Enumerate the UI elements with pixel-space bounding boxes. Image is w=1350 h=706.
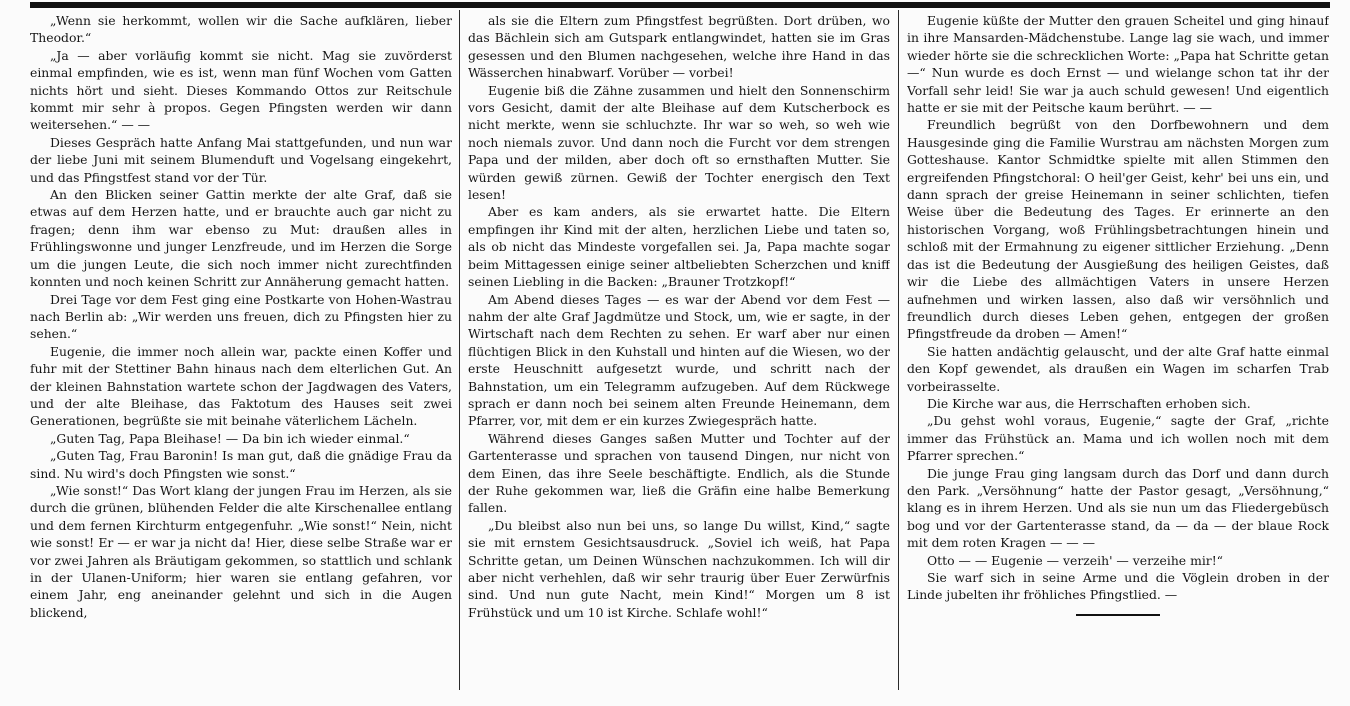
end-rule [1076,614,1160,616]
paragraph: Otto — — Eugenie — verzeih' — verzeihe mir!“ [927,552,1224,568]
text-column-3 [907,12,1329,700]
paragraph: Drei Tage vor dem Fest ging eine Postkarte von Hohen-Wastrau nach Berlin ab: „Wir werden uns freuen, dich zu Pfingsten hier zu sehen.“ [30,291,452,342]
text-column-2 [468,12,890,700]
paragraph: „Du bleibst also nun bei uns, so lange Du willst, Kind,“ sagte sie mit ernstem Gesichtsausdruck. „Soviel ich weiß, hat Papa Schritte getan, um Deinen Wünschen nachzukommen. Ich will dir aber nicht verhehlen, daß wir sehr traurig über Euer Zerwürfnis sind. Und nun gute Nacht, mein Kind!“ Morgen um 8 ist Frühstück und um 10 ist Kirche. Schlafe wohl!“ [468,517,890,620]
text-column-1 [30,12,452,700]
paragraph: „Wie sonst!“ Das Wort klang der jungen Frau im Herzen, als sie durch die grünen, blühenden Felder die alte Kirschenallee entlang und dem fernen Kirchturm entgegenfuhr. „Wie sonst!“ Nein, nicht wie sonst! Er — er war ja nicht da! Hier, diese selbe Straße war er vor zwei Jahren als Bräutigam gekommen, so stattlich und schlank in der Ulanen-Uniform; hier waren sie entlang gefahren, vor einem Jahr, eng aneinander gelehnt und sich in die Augen blickend, [30,482,452,620]
paragraph: Die junge Frau ging langsam durch das Dorf und dann durch den Park. „Versöhnung“ hatte der Pastor gesagt, „Versöhnung,“ klang es in ihrem Herzen. Und als sie nun um das Fliedergebüsch bog und vor der Gartenterasse stand, da — da — der blaue Rock mit dem roten Kragen — — — [907,465,1329,551]
paragraph: Freundlich begrüßt von den Dorfbewohnern und dem Hausgesinde ging die Familie Wurstrau am nächsten Morgen zum Gotteshause. Kantor Schmidtke spielte mit allen Stimmen den ergreifenden Pfingstchoral: O heil'ger Geist, kehr' bei uns ein, und dann sprach der greise Heinemann in seiner schlichten, tiefen Weise über die Bedeutung des Tages. Er erinnerte an den historischen Vorgang, woß Frühlingsbetrachtungen hinein und schloß mit der Ermahnung zu eigener sittlicher Erziehung. „Denn das ist die Bedeutung der Ausgießung des heiligen Geistes, daß wir die Liebe des allmächtigen Vaters in unsere Herzen aufnehmen und wirken lassen, also daß wir versöhnlich und freundlich durch dieses Leben gehen, entgegen der großen Pfingstfreude da droben — Amen!“ [907,117,1329,342]
column-divider [459,10,460,690]
paragraph: Sie hatten andächtig gelauscht, und der alte Graf hatte einmal den Kopf gewendet, als draußen ein Wagen im scharfen Trab vorbeirasselte. [907,343,1329,394]
paragraph: Sie warf sich in seine Arme und die Vöglein droben in der Linde jubelten ihr fröhliches Pfingstlied. — [907,570,1329,603]
paragraph: Aber es kam anders, als sie erwartet hatte. Die Eltern empfingen ihr Kind mit der alten, herzlichen Liebe und taten so, als ob nicht das Mindeste vorgefallen sei. Ja, Papa machte sogar beim Mittagessen einige seiner altbeliebten Scherzchen und kniff seinen Liebling in die Backen: „Brauner Trotzkopf!“ [468,204,890,290]
top-rule [30,2,1330,8]
paragraph: Während dieses Ganges saßen Mutter und Tochter auf der Gartenterasse und sprachen von tausend Dingen, nur nicht von dem Einen, das ihre Seele beschäftigte. Endlich, als die Stunde der Ruhe gekommen war, ließ die Gräfin eine halbe Bemerkung fallen. [468,430,890,516]
paragraph: „Ja — aber vorläufig kommt sie nicht. Mag sie zuvörderst einmal empfinden, wie es ist, wenn man fünf Wochen vom Gatten nichts hört und sieht. Dieses Kommando Ottos zur Reitschule kommt mir sehr à propos. Gegen Pfingsten werden wir dann weitersehen.“ — — [30,47,452,133]
paragraph: „Guten Tag, Papa Bleihase! — Da bin ich wieder einmal.“ [50,430,410,446]
paragraph: Die Kirche war aus, die Herrschaften erhoben sich. [927,395,1251,411]
paragraph: „Guten Tag, Frau Baronin! Is man gut, daß die gnädige Frau da sind. Nu wird's doch Pfingsten wie sonst.“ [30,448,452,481]
column-divider [898,10,899,690]
paragraph: „Wenn sie herkommt, wollen wir die Sache aufklären, lieber Theodor.“ [30,13,452,46]
paragraph: An den Blicken seiner Gattin merkte der alte Graf, daß sie etwas auf dem Herzen hatte, und er brauchte auch gar nicht zu fragen; denn ihm war ebenso zu Mut: draußen alles in Frühlingswonne und junger Lenzfreude, und im Herzen die Sorge um die jungen Leute, die sich noch immer nicht zurechtfinden konnten und noch keinen Schritt zur Annäherung gemacht hatten. [30,187,452,290]
paragraph: „Du gehst wohl voraus, Eugenie,“ sagte der Graf, „richte immer das Frühstück an. Mama und ich wollen noch mit dem Pfarrer sprechen.“ [907,413,1329,464]
paragraph: als sie die Eltern zum Pfingstfest begrüßten. Dort drüben, wo das Bächlein sich am Gutspark entlangwindet, hatten sie im Gras gesessen und den Blumen nachgesehen, welche ihre Hand in das Wässerchen hinabwarf. Vorüber — vorbei! [468,13,890,81]
paragraph: Eugenie küßte der Mutter den grauen Scheitel und ging hinauf in ihre Mansarden-Mädchenstube. Lange lag sie wach, und immer wieder hörte sie die schrecklichen Worte: „Papa hat Schritte getan —“ Nun wurde es doch Ernst — und wielange schon tat ihr der Vorfall sehr leid! Sie war ja auch schuld gewesen! Und eigentlich hatte er sie mit der Peitsche kaum berührt. — — [907,13,1329,116]
paragraph: Eugenie biß die Zähne zusammen und hielt den Sonnenschirm vors Gesicht, damit der alte Bleihase auf dem Kutscherbock es nicht merkte, wenn sie schluchzte. Ihr war so weh, so weh wie noch niemals zuvor. Und dann noch die Furcht vor dem strengen Papa und der milden, aber doch oft so ernsthaften Mutter. Sie würden gewiß zürnen. Gewiß der Tochter energisch den Text lesen! [468,82,890,203]
paragraph: Dieses Gespräch hatte Anfang Mai stattgefunden, und nun war der liebe Juni mit seinem Blumenduft und Vogelsang eingekehrt, und das Pfingstfest stand vor der Tür. [30,134,452,185]
paragraph: Am Abend dieses Tages — es war der Abend vor dem Fest — nahm der alte Graf Jagdmütze und Stock, um, wie er sagte, in der Wirtschaft nach dem Rechten zu sehen. Er warf aber nur einen flüchtigen Blick in den Kuhstall und hinten auf die Wiesen, wo der erste Heuschnitt aufgesetzt wurde, und schritt nach der Bahnstation, um ein Telegramm aufzugeben. Auf dem Rückwege sprach er dann noch bei seinem alten Freunde Heinemann, dem Pfarrer, vor, mit dem er ein kurzes Zwiegespräch hatte. [468,291,890,429]
paragraph: Eugenie, die immer noch allein war, packte einen Koffer und fuhr mit der Stettiner Bahn hinaus nach dem elterlichen Gut. An der kleinen Bahnstation wartete schon der Jagdwagen des Vaters, und der alte Bleihase, das Faktotum des Hauses seit zwei Generationen, begrüßte sie mit beinahe väterlichem Lächeln. [30,343,452,429]
